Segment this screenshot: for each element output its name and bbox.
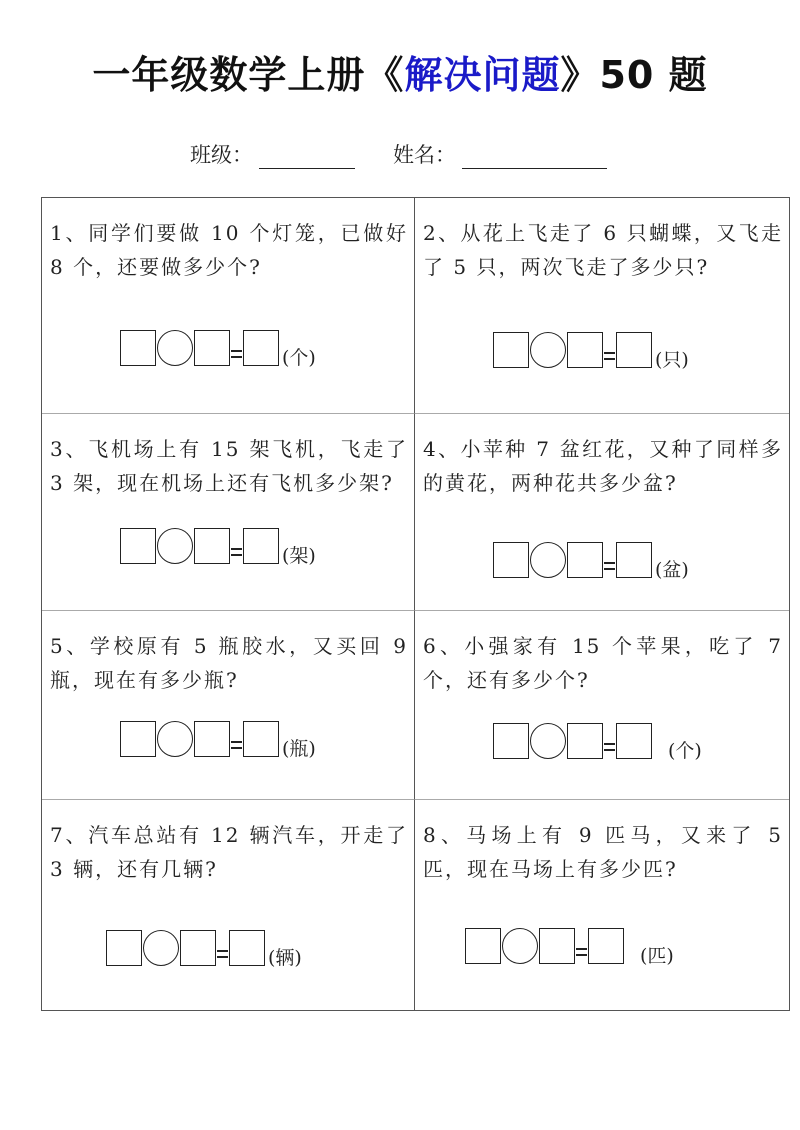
answer-box-operand2[interactable] bbox=[539, 928, 575, 964]
problem-cell-5 bbox=[42, 611, 415, 800]
answer-box-operand2[interactable] bbox=[180, 930, 216, 966]
unit-label: (架) bbox=[282, 545, 316, 567]
equals-sign-icon bbox=[230, 528, 243, 564]
answer-box-operand2[interactable] bbox=[194, 330, 230, 366]
answer-box-operand1[interactable] bbox=[120, 528, 156, 564]
unit-label: (瓶) bbox=[282, 738, 316, 760]
unit-label: (辆) bbox=[268, 947, 302, 969]
operator-circle[interactable] bbox=[157, 330, 193, 366]
operator-circle[interactable] bbox=[157, 528, 193, 564]
equation-row bbox=[120, 721, 316, 760]
answer-box-operand2[interactable] bbox=[567, 332, 603, 368]
answer-box-result[interactable] bbox=[243, 330, 279, 366]
problem-text: 3、飞机场上有 15 架飞机，飞走了 3 架，现在机场上还有飞机多少架? bbox=[50, 437, 408, 495]
problem-cell-2 bbox=[415, 198, 789, 414]
title-suffix: 》50 题 bbox=[560, 53, 708, 97]
operator-circle[interactable] bbox=[530, 542, 566, 578]
title-prefix: 一年级数学上册《 bbox=[92, 53, 405, 97]
answer-box-result[interactable] bbox=[616, 332, 652, 368]
answer-box-operand1[interactable] bbox=[493, 542, 529, 578]
problem-grid bbox=[41, 197, 790, 1011]
answer-box-operand2[interactable] bbox=[194, 721, 230, 757]
answer-box-operand2[interactable] bbox=[567, 542, 603, 578]
equation-row bbox=[465, 928, 674, 967]
page-title bbox=[0, 50, 800, 100]
answer-box-result[interactable] bbox=[616, 723, 652, 759]
problem-text: 7、汽车总站有 12 辆汽车，开走了 3 辆，还有几辆? bbox=[50, 823, 408, 881]
class-label: 班级： bbox=[190, 143, 253, 167]
equals-sign-icon bbox=[603, 332, 616, 368]
equation-row bbox=[493, 332, 689, 371]
operator-circle[interactable] bbox=[143, 930, 179, 966]
answer-box-result[interactable] bbox=[243, 528, 279, 564]
unit-label: (个) bbox=[668, 740, 702, 762]
title-highlight: 解决问题 bbox=[404, 53, 561, 97]
problem-text: 8、马场上有 9 匹马，又来了 5 匹，现在马场上有多少匹? bbox=[423, 823, 783, 881]
operator-circle[interactable] bbox=[502, 928, 538, 964]
equation-row bbox=[493, 723, 702, 762]
problem-cell-3 bbox=[42, 414, 415, 611]
unit-label: (匹) bbox=[640, 945, 674, 967]
equation-row bbox=[493, 542, 689, 581]
equation-row bbox=[106, 930, 302, 969]
equals-sign-icon bbox=[230, 330, 243, 366]
answer-box-operand1[interactable] bbox=[465, 928, 501, 964]
equals-sign-icon bbox=[603, 723, 616, 759]
operator-circle[interactable] bbox=[530, 332, 566, 368]
answer-box-operand1[interactable] bbox=[120, 721, 156, 757]
problem-text: 5、学校原有 5 瓶胶水，又买回 9 瓶，现在有多少瓶? bbox=[50, 634, 408, 692]
answer-box-operand1[interactable] bbox=[493, 723, 529, 759]
problem-cell-1 bbox=[42, 198, 415, 414]
answer-box-operand1[interactable] bbox=[106, 930, 142, 966]
unit-label: (个) bbox=[282, 347, 316, 369]
equals-sign-icon bbox=[575, 928, 588, 964]
answer-box-result[interactable] bbox=[588, 928, 624, 964]
equation-row bbox=[120, 330, 316, 369]
problem-text: 4、小苹种 7 盆红花，又种了同样多的黄花，两种花共多少盆? bbox=[423, 437, 783, 495]
problem-text: 1、同学们要做 10 个灯笼，已做好 8 个，还要做多少个? bbox=[50, 221, 408, 279]
operator-circle[interactable] bbox=[157, 721, 193, 757]
answer-box-result[interactable] bbox=[616, 542, 652, 578]
operator-circle[interactable] bbox=[530, 723, 566, 759]
student-info bbox=[190, 135, 630, 169]
equation-row bbox=[120, 528, 316, 567]
unit-label: (只) bbox=[655, 349, 689, 371]
name-label: 姓名： bbox=[393, 143, 456, 167]
unit-label: (盆) bbox=[655, 559, 689, 581]
equals-sign-icon bbox=[230, 721, 243, 757]
answer-box-operand2[interactable] bbox=[194, 528, 230, 564]
answer-box-operand2[interactable] bbox=[567, 723, 603, 759]
problem-cell-7 bbox=[42, 800, 415, 1010]
problem-cell-4 bbox=[415, 414, 789, 611]
problem-text: 2、从花上飞走了 6 只蝴蝶，又飞走了 5 只，两次飞走了多少只? bbox=[423, 221, 783, 279]
answer-box-operand1[interactable] bbox=[493, 332, 529, 368]
equals-sign-icon bbox=[603, 542, 616, 578]
name-field[interactable] bbox=[462, 143, 607, 169]
problem-cell-6 bbox=[415, 611, 789, 800]
problem-cell-8 bbox=[415, 800, 789, 1010]
class-field[interactable] bbox=[259, 143, 355, 169]
answer-box-result[interactable] bbox=[229, 930, 265, 966]
answer-box-result[interactable] bbox=[243, 721, 279, 757]
problem-text: 6、小强家有 15 个苹果，吃了 7 个，还有多少个? bbox=[423, 634, 783, 692]
answer-box-operand1[interactable] bbox=[120, 330, 156, 366]
equals-sign-icon bbox=[216, 930, 229, 966]
